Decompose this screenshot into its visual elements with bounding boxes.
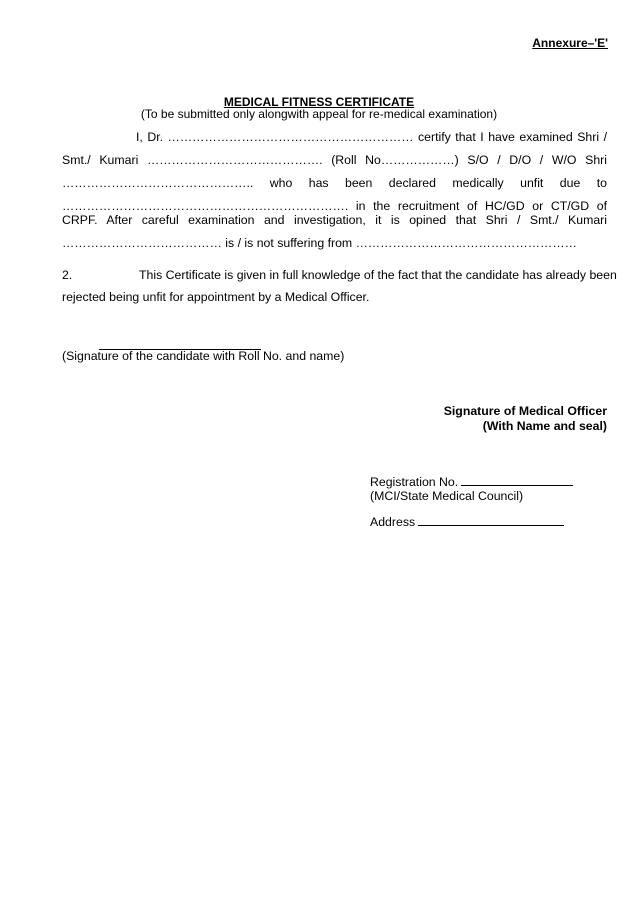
- registration-row: [370, 474, 573, 489]
- registration-label: Registration No.: [370, 475, 459, 489]
- certificate-subtitle: (To be submitted only alongwith appeal for re-medical examination): [140, 107, 498, 121]
- medical-officer-signature: Signature of Medical Officer: [443, 404, 607, 418]
- registration-council: (MCI/State Medical Council): [370, 489, 524, 503]
- paragraph1-line-5: CRPF. After careful examination and investigation, it is opined that Shri / Smt./ Kumari: [62, 213, 607, 227]
- address-blank-line: [418, 514, 564, 526]
- address-label: Address: [370, 515, 416, 529]
- paragraph2-line-2: rejected being unfit for appointment by a Medical Officer.: [62, 290, 370, 304]
- candidate-signature-caption: (Signature of the candidate with Roll No. and name): [62, 349, 345, 363]
- paragraph2-line-1: This Certificate is given in full knowledge of the fact that the candidate has already been: [139, 268, 617, 282]
- paragraph1-line-3: ……………………………………….. who has been declared medically unfit due to: [62, 176, 607, 190]
- paragraph1-line-6: ………………………………… is / is not suffering from ………………………………………………: [62, 236, 577, 250]
- address-row: [370, 514, 564, 529]
- registration-blank-line: [461, 474, 573, 486]
- certificate-title: MEDICAL FITNESS CERTIFICATE: [223, 95, 415, 109]
- paragraph1-line-4: ……………………………………………………………. in the recruitment of HC/GD or CT/GD of: [62, 199, 607, 213]
- paragraph2-number: 2.: [62, 268, 73, 282]
- medical-officer-seal: (With Name and seal): [482, 419, 607, 433]
- paragraph1-line-2: Smt./ Kumari ……………………………………. (Roll No………………) S/O / D/O / W/O Shri: [62, 153, 607, 167]
- annexure-label: Annexure–'E': [532, 36, 608, 50]
- paragraph1-line-1: I, Dr. …………………………………………………… certify that I have examined Shri /: [136, 130, 607, 144]
